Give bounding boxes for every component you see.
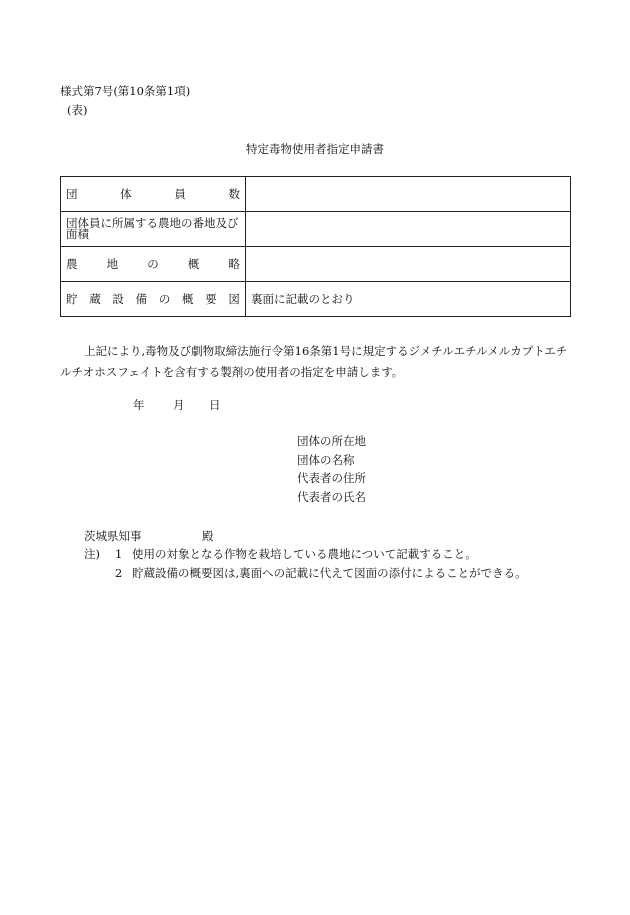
label-char: 要: [205, 291, 217, 306]
document-title: 特定毒物使用者指定申請書: [246, 142, 384, 156]
addressee-honorific: 殿: [202, 529, 214, 543]
note-number: 2: [115, 566, 123, 580]
label-char: 概: [187, 256, 200, 271]
label-char: の: [147, 256, 159, 271]
note-number: 1: [115, 547, 123, 561]
applicant-org-address: 団体の所在地: [297, 434, 366, 448]
applicant-org-name: 団体の名称: [297, 453, 355, 467]
table-row-farmland-overview: [61, 247, 571, 282]
label-char: 団: [66, 186, 78, 201]
label-char: 略: [228, 256, 240, 271]
label-char: 農: [66, 256, 78, 271]
label-char: 概: [182, 291, 194, 306]
value-farmland-area[interactable]: [246, 212, 571, 247]
table-row-member-count: [61, 177, 571, 212]
label-char: 数: [228, 186, 240, 201]
applicant-rep-address: 代表者の住所: [297, 471, 366, 485]
notes-label: 注): [84, 547, 100, 561]
label-char: 体: [120, 186, 132, 201]
label-text: 団体員に所属する農地の番地及び面積: [66, 215, 239, 241]
form-number: 様式第7号(第10条第1項): [60, 84, 191, 98]
value-storage-diagram[interactable]: 裏面に記載のとおり: [246, 282, 571, 317]
date-day: 日: [209, 398, 221, 412]
side-label: (表): [67, 103, 88, 117]
date-month: 月: [173, 398, 185, 412]
label-char: 貯: [66, 291, 78, 306]
table-row-farmland-area: [61, 212, 571, 247]
note-text: 使用の対象となる作物を栽培している農地について記載すること。: [132, 547, 477, 561]
label-char: 員: [174, 186, 186, 201]
label-farmland-area: [61, 212, 246, 247]
label-char: 蔵: [89, 291, 101, 306]
label-char: 地: [106, 256, 119, 271]
body-paragraph: 上記により,毒物及び劇物取締法施行令第16条第1号に規定するジメチルエチルメルカプトエチルチオホスフェイトを含有する製剤の使用者の指定を申請します。: [60, 344, 568, 379]
label-farmland-overview: [61, 247, 246, 282]
addressee-name: 茨城県知事: [84, 529, 142, 543]
label-member-count: [61, 177, 246, 212]
label-char: の: [158, 291, 171, 306]
value-member-count[interactable]: [246, 177, 571, 212]
label-char: 設: [112, 291, 124, 306]
date-year: 年: [133, 398, 145, 412]
value-farmland-overview[interactable]: [246, 247, 571, 282]
application-table: [60, 176, 571, 317]
date-row: [133, 400, 221, 412]
table-row-storage-diagram: [61, 282, 571, 317]
label-char: 備: [135, 291, 148, 306]
label-storage-diagram: [61, 282, 246, 317]
applicant-rep-name: 代表者の氏名: [297, 490, 366, 504]
label-char: 図: [228, 291, 240, 306]
note-text: 貯蔵設備の概要図は,裏面への記載に代えて図面の添付によることができる。: [132, 566, 527, 580]
